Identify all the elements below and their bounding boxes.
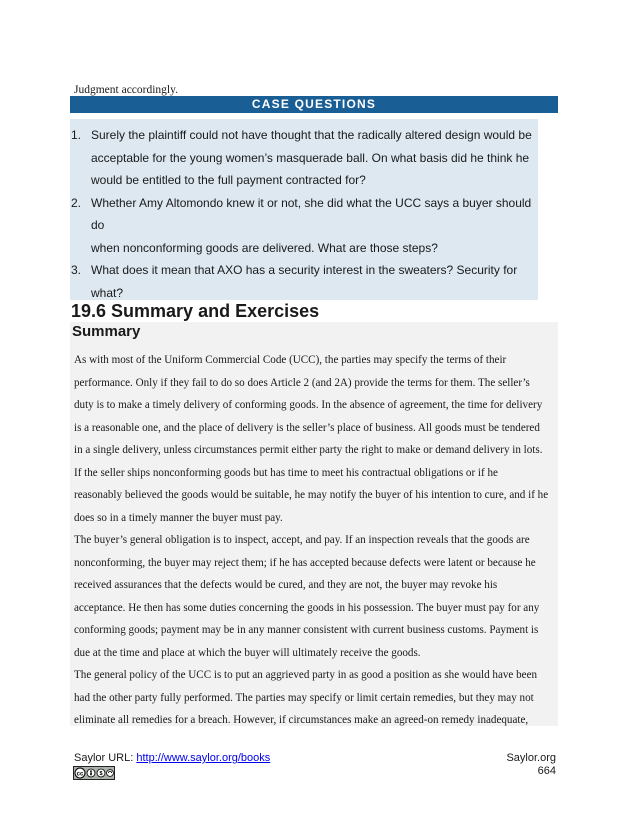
text-line: performance. Only if they fail to do so does Article 2 (and 2A) provide the terms for them. The seller’s: [74, 376, 530, 389]
question-line: Whether Amy Altomondo knew it or not, she did what the UCC says a buyer should do: [91, 195, 532, 232]
text-line: in a single delivery, unless circumstances permit either party the right to make or demand delivery in lots.: [74, 444, 543, 456]
saylor-url-link[interactable]: http://www.saylor.org/books: [136, 752, 271, 764]
list-item: [70, 192, 540, 260]
list-item: [70, 259, 540, 304]
text-line: If the seller ships nonconforming goods but has time to meet his contractual obligations or if he: [74, 466, 498, 479]
text-line: does so in a timely manner the buyer must pay.: [74, 511, 283, 524]
text-line: reasonably believed the goods would be suitable, he may notify the buyer of his intention to cure, and if he: [74, 489, 549, 501]
summary-paragraph: [74, 349, 558, 529]
list-item: [70, 124, 540, 192]
text-line: conforming goods; payment may be in any manner consistent with current business customs. Payment is: [74, 624, 539, 636]
summary-heading: Summary: [72, 323, 141, 340]
text-line: nonconforming, the buyer may reject them; if he has accepted because defects were latent or because he: [74, 556, 536, 569]
creative-commons-license-icon[interactable]: [73, 766, 115, 780]
question-text: [91, 192, 540, 260]
question-text: [91, 124, 540, 192]
text-line: due at the time and place at which the buyer will ultimately receive the goods.: [74, 646, 421, 659]
case-questions-list: [70, 124, 540, 304]
footer-site: Saylor.org: [506, 752, 556, 764]
question-line: acceptable for the young women’s masquerade ball. On what basis did he think he: [91, 150, 530, 165]
question-line: when nonconforming goods are delivered. What are those steps?: [91, 240, 438, 255]
summary-paragraph: [74, 529, 558, 664]
text-line: eliminate all remedies for a breach. However, if circumstances make an agreed-on remedy inadequate,: [74, 714, 529, 726]
svg-text:cc: cc: [76, 771, 84, 778]
section-title: 19.6 Summary and Exercises: [71, 301, 320, 321]
case-questions-heading: CASE QUESTIONS: [70, 96, 558, 113]
question-text: [91, 259, 540, 304]
footer-source: [74, 752, 270, 764]
text-line: duty is to make a timely delivery of conforming goods. In the absence of agreement, the time for delivery: [74, 399, 543, 411]
text-line: The general policy of the UCC is to put an aggrieved party in as good a position as she would have been: [74, 669, 538, 681]
page-number: 664: [537, 765, 556, 777]
question-number: 1.: [71, 128, 82, 142]
text-line: is a reasonable one, and the place of delivery is the seller’s place of business. All goods must be tendered: [74, 421, 540, 434]
footer-page-info: [506, 752, 556, 778]
question-line: would be entitled to the full payment contracted for?: [91, 173, 366, 187]
judgment-line: Judgment accordingly.: [74, 84, 179, 96]
question-number: 2.: [71, 195, 82, 210]
summary-paragraph: [74, 664, 558, 732]
cc-badge-graphic: [74, 767, 114, 779]
text-line: had the other party fully performed. The parties may specify or limit certain remedies, but they may not: [74, 691, 534, 704]
summary-body: [74, 349, 558, 732]
svg-text:$: $: [99, 771, 103, 777]
question-line: Surely the plaintiff could not have thought that the radically altered design would be: [91, 128, 532, 142]
question-line: What does it mean that AXO has a security interest in the sweaters? Security for what?: [91, 263, 518, 300]
text-line: acceptance. He then has some duties concerning the goods in his possession. The buyer must pay for any: [74, 601, 540, 614]
text-line: As with most of the Uniform Commercial Code (UCC), the parties may specify the terms of their: [74, 354, 507, 366]
question-number: 3.: [71, 263, 82, 277]
saylor-url-label: Saylor URL:: [74, 752, 137, 764]
text-line: The buyer’s general obligation is to inspect, accept, and pay. If an inspection reveals that the goods are: [74, 534, 530, 546]
text-line: received assurances that the defects would be cured, and they are not, the buyer may revoke his: [74, 579, 498, 591]
